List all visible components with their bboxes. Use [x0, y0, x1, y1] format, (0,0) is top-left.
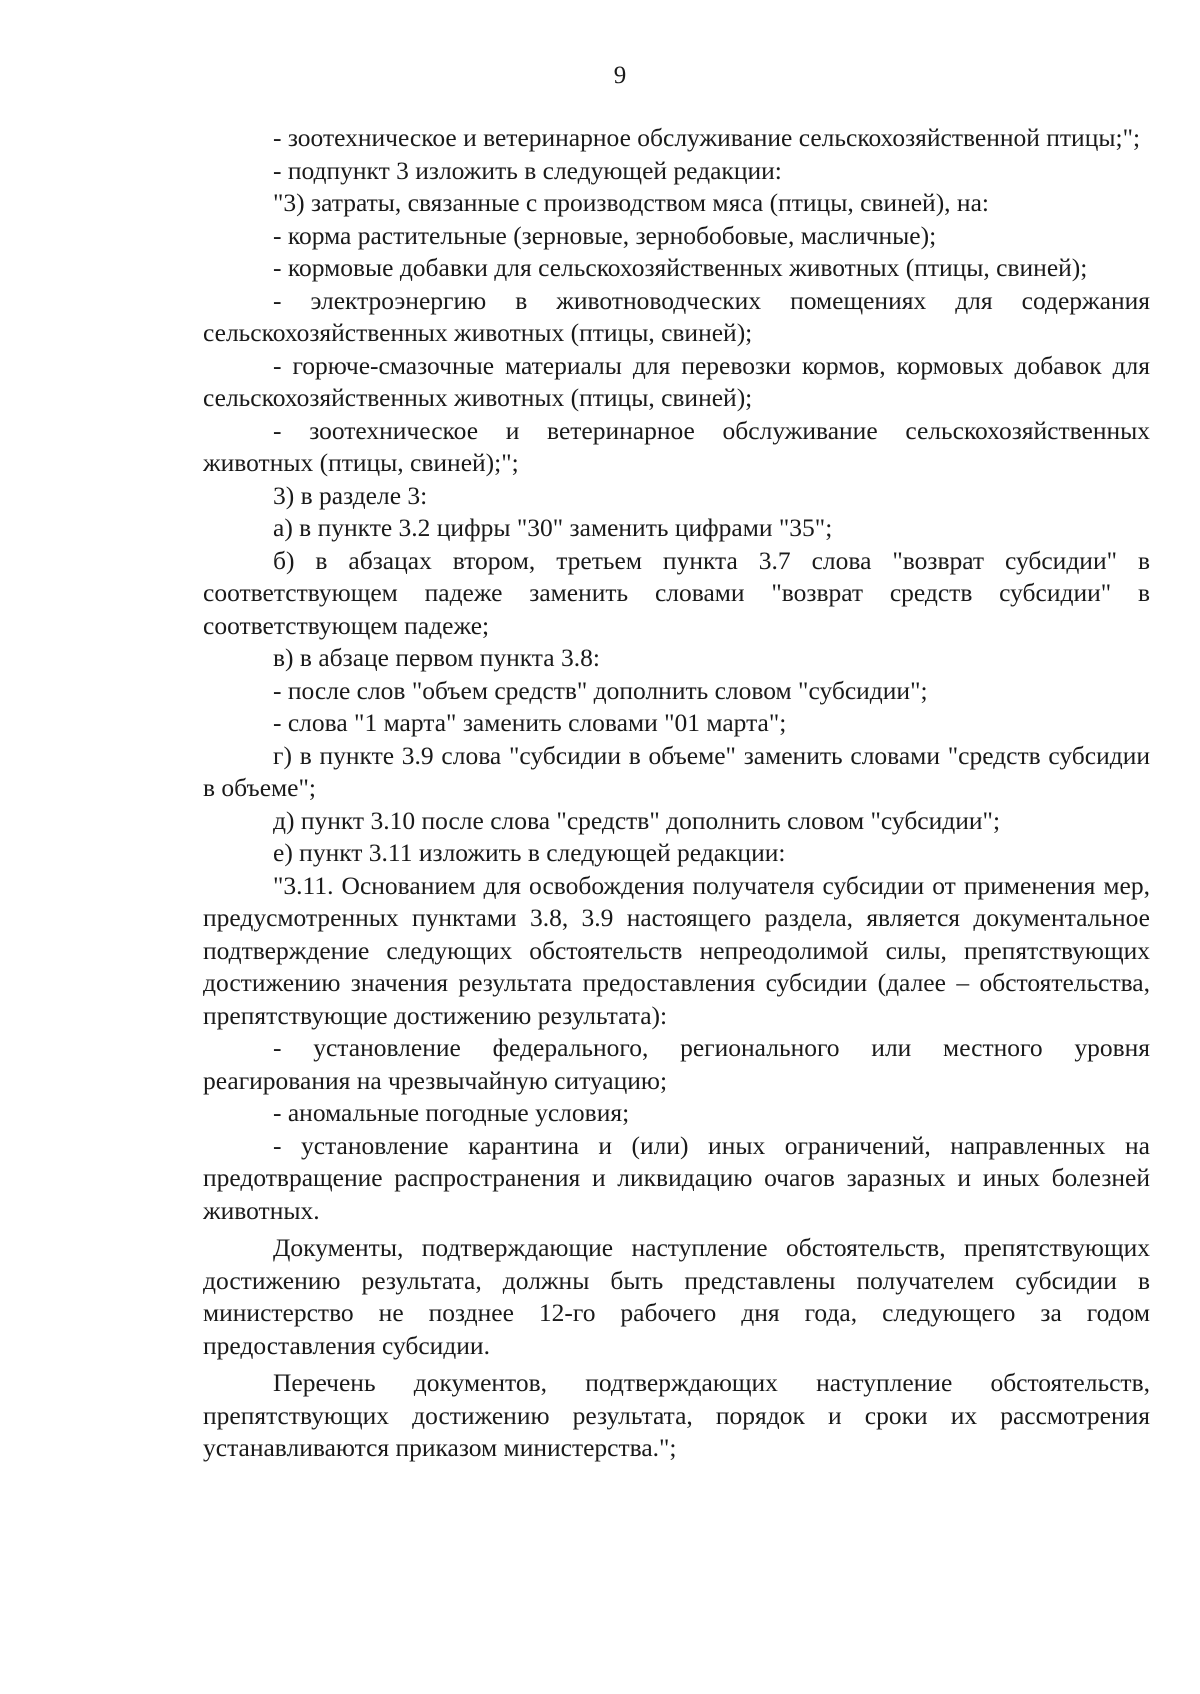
paragraph: - кормовые добавки для сельскохозяйственных животных (птицы, свиней);: [273, 253, 1088, 282]
paragraph: - горюче-смазочные материалы для перевозки кормов, кормовых добавок для сельскохозяйственных животных (птицы, свиней);: [203, 350, 1150, 412]
paragraph: - подпункт 3 изложить в следующей редакции:: [273, 155, 782, 185]
page-number: 9: [613, 62, 627, 89]
paragraph: Документы, подтверждающие наступление обстоятельств, препятствующих достижению результата, должны быть представлены получателем субсидии в министерство не позднее 12-го рабочего дня года, следующего за годом предоставления субсидии.: [203, 1233, 1150, 1360]
paragraph: - слова "1 марта" заменить словами "01 марта";: [273, 708, 787, 737]
paragraph: а) в пункте 3.2 цифры "30" заменить цифрами "35";: [273, 513, 833, 542]
paragraph: е) пункт 3.11 изложить в следующей редакции:: [273, 838, 786, 867]
paragraph: "3.11. Основанием для освобождения получателя субсидии от применения мер, предусмотренных пунктами 3.8, 3.9 настоящего раздела, является документальное подтверждение следующих обстоятельств непреодолимой силы, препятствующих достижению значения результата предоставления субсидии (далее – обстоятельства, препятствующие достижению результата):: [203, 870, 1150, 1030]
paragraph: д) пункт 3.10 после слова "средств" дополнить словом "субсидии";: [273, 805, 1001, 835]
paragraph: г) в пункте 3.9 слова "субсидии в объеме" заменить словами "средств субсидии в объеме";: [203, 740, 1150, 802]
paragraph: "3) затраты, связанные с производством мяса (птицы, свиней), на:: [273, 188, 989, 217]
paragraph: - установление федерального, регионального или местного уровня реагирования на чрезвычайную ситуацию;: [203, 1033, 1150, 1095]
paragraph: - зоотехническое и ветеринарное обслуживание сельскохозяйственных животных (птицы, свиней);";: [203, 415, 1150, 477]
paragraph: - зоотехническое и ветеринарное обслуживание сельскохозяйственной птицы;";: [273, 123, 1141, 152]
paragraph: - аномальные погодные условия;: [273, 1098, 630, 1127]
paragraph: - электроэнергию в животноводческих помещениях для содержания сельскохозяйственных животных (птицы, свиней);: [203, 285, 1150, 347]
paragraph: в) в абзаце первом пункта 3.8:: [273, 643, 600, 672]
document-body: [203, 122, 1150, 1465]
paragraph: - установление карантина и (или) иных ограничений, направленных на предотвращение распространения и ликвидацию очагов заразных и иных болезней животных.: [203, 1130, 1150, 1225]
paragraph: - после слов "объем средств" дополнить словом "субсидии";: [273, 675, 928, 705]
paragraph: Перечень документов, подтверждающих наступление обстоятельств, препятствующих достижению результата, порядок и сроки их рассмотрения устанавливаются приказом министерства.";: [203, 1368, 1150, 1462]
paragraph: 3) в разделе 3:: [273, 480, 428, 510]
paragraph: - корма растительные (зерновые, зернобобовые, масличные);: [273, 220, 937, 250]
paragraph: б) в абзацах втором, третьем пункта 3.7 слова "возврат субсидии" в соответствующем падеже заменить словами "возврат средств субсидии" в соответствующем падеже;: [203, 545, 1150, 640]
